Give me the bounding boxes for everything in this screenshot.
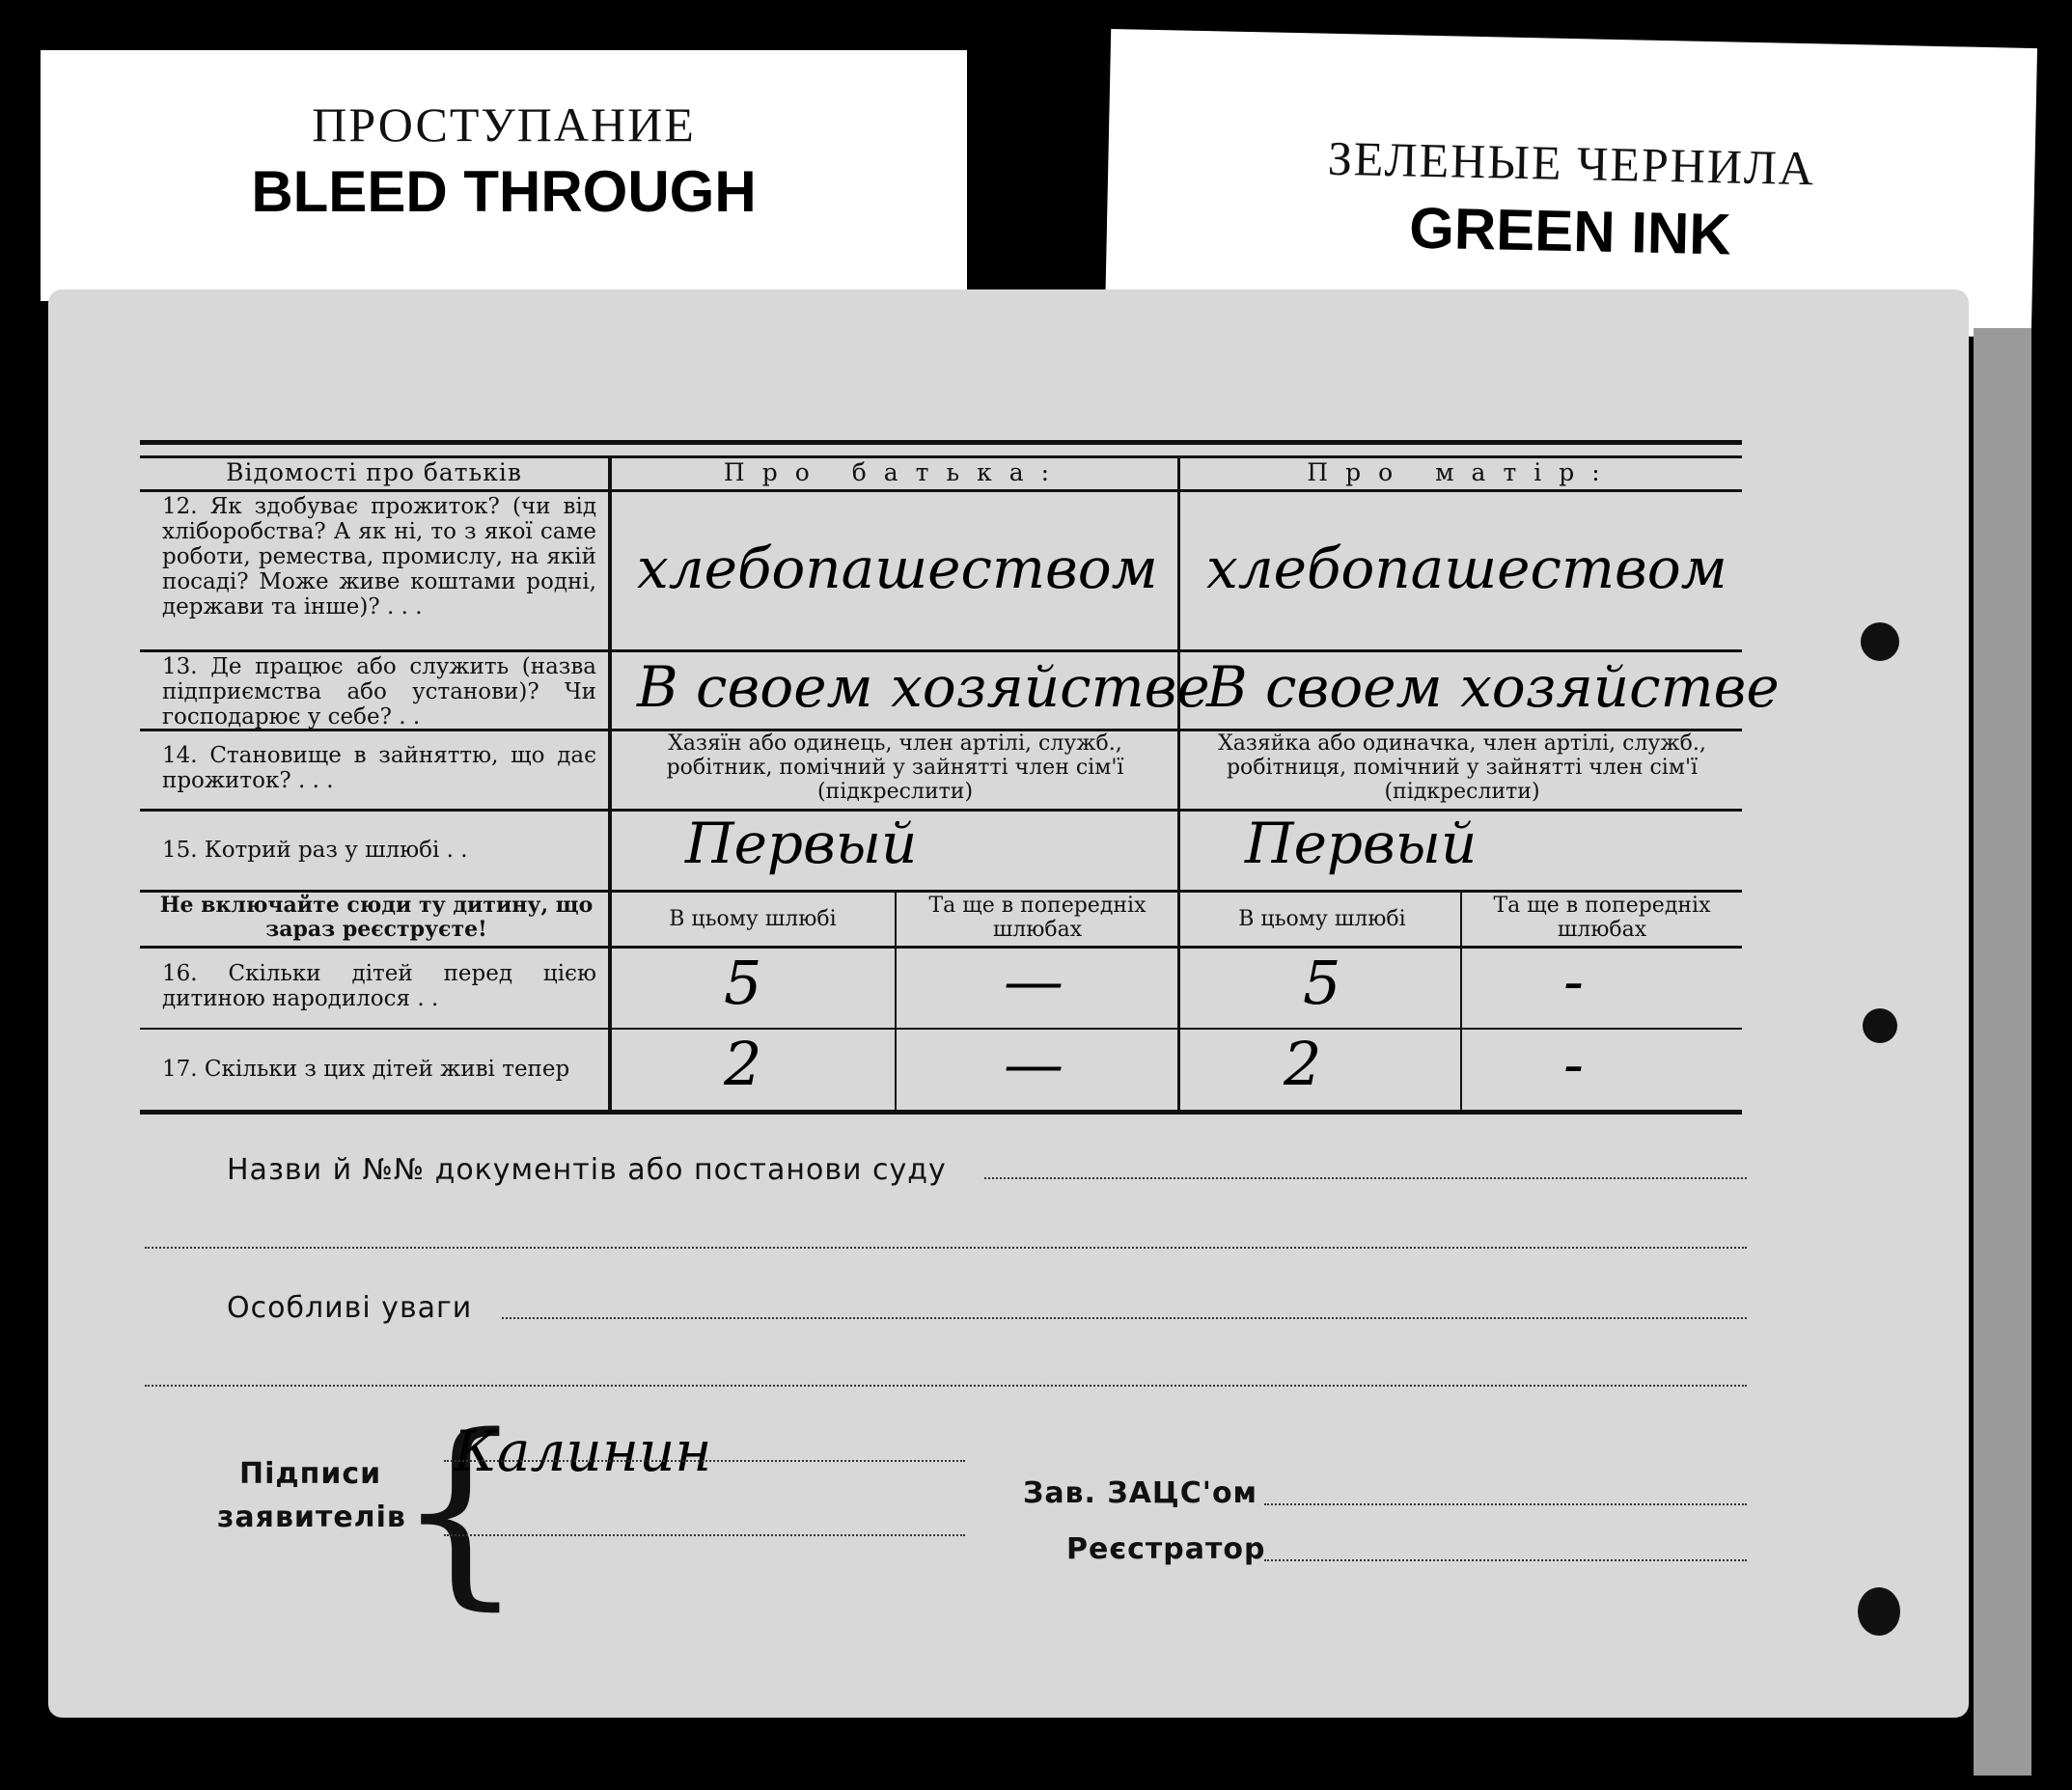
q17-mother-prev: -: [1563, 1029, 1584, 1099]
header-about-father: Про батька:: [723, 458, 1067, 486]
tag-label-ru: ПРОСТУПАНИЕ: [312, 97, 696, 151]
q16-mother-this: 5: [1303, 948, 1341, 1018]
table-rule: [140, 649, 1742, 652]
tag-label-en: BLEED THROUGH: [251, 159, 757, 224]
question-12-label: 12. Як здобуває прожиток? (чи від хліборобства? А як ні, то з якої саме роботи, ремества, промислу, на якій посаді? Може живе коштами родні, держави та інше)? . . .: [162, 494, 596, 620]
table-rule: [140, 946, 1742, 949]
tag-label-ru: ЗЕЛЕНЫЕ ЧЕРНИЛА: [1327, 130, 1816, 196]
registrar-line: [1264, 1559, 1747, 1561]
signatures-label-line-2: заявителів: [217, 1501, 406, 1534]
table-rule: [140, 489, 1742, 492]
zags-head-label: Зав. ЗАЦС'ом: [1023, 1476, 1258, 1510]
documents-dotted-line: [984, 1177, 1747, 1179]
q13-mother-answer: В своем хозяйстве: [1206, 654, 1780, 720]
documents-dotted-line-2: [145, 1247, 1747, 1249]
table-column-divider: [608, 455, 612, 1114]
q14-mother-options: Хазяйка або одиначка, член артілі, служб., робітниця, помічний у зайнятті член сім'ї (підкреслити): [1218, 731, 1706, 804]
q12-father-answer: хлебопашеством: [637, 536, 1158, 601]
notes-dotted-line: [502, 1317, 1747, 1319]
question-13-label: 13. Де працює або служить (назва підприємства або установи)? Чи господарює у себе? . .: [162, 654, 596, 730]
table-column-divider: [1177, 455, 1180, 1114]
q17-father-this: 2: [724, 1029, 762, 1099]
signatures-brace: {: [396, 1391, 525, 1628]
punch-hole: [1861, 622, 1899, 661]
q14-father-options: Хазяїн або одинець, член артілі, служб., робітник, помічний у зайнятті член сім'ї (підкреслити): [666, 731, 1124, 804]
header-about-mother: Про матір:: [1307, 458, 1617, 486]
mother-previous-marriages-header: Та ще в попередніх шлюбах: [1493, 894, 1711, 942]
table-column-divider: [895, 890, 897, 1114]
bleed-through-tag: [41, 50, 967, 301]
q12-mother-answer: хлебопашеством: [1206, 536, 1727, 601]
q15-mother-answer: Первый: [1245, 811, 1478, 876]
zags-head-line: [1264, 1503, 1747, 1505]
question-15-label: 15. Котрий раз у шлюбі . .: [162, 838, 468, 863]
q13-father-answer: В своем хозяйстве: [637, 654, 1210, 720]
documents-label: Назви й №№ документів або постанови суду: [227, 1153, 947, 1187]
table-column-divider: [1460, 890, 1462, 1114]
punch-hole: [1863, 1008, 1897, 1043]
signatures-label-line-1: Підписи: [239, 1457, 382, 1491]
signature-line-1: [444, 1460, 965, 1462]
q16-mother-prev: -: [1563, 946, 1584, 1016]
signature-line-2: [444, 1534, 965, 1536]
question-17-label: 17. Скільки з цих дітей живі тепер: [162, 1057, 570, 1082]
q16-father-prev: —: [1004, 946, 1064, 1016]
notes-dotted-line-2: [145, 1385, 1747, 1387]
page-edge-strip: [1974, 328, 2031, 1776]
q15-father-answer: Первый: [685, 811, 918, 876]
father-previous-marriages-header: Та ще в попередніх шлюбах: [928, 894, 1147, 942]
special-notes-label: Особливі уваги: [227, 1291, 473, 1325]
tag-label-en: GREEN INK: [1408, 195, 1732, 267]
registration-form-card: [48, 289, 1969, 1718]
father-this-marriage-header: В цьому шлюбі: [669, 907, 837, 931]
exclude-child-note: Не включайте сюди ту дитину, що зараз реєструєте!: [159, 893, 594, 942]
table-rule: [140, 1028, 1742, 1030]
q16-father-this: 5: [724, 948, 762, 1018]
question-14-label: 14. Становище в зайняттю, що дає прожиток? . . .: [162, 743, 596, 793]
question-16-label: 16. Скільки дітей перед цією дитиною народилося . .: [162, 961, 596, 1011]
mother-this-marriage-header: В цьому шлюбі: [1238, 907, 1406, 931]
header-parents-info: Відомості про батьків: [226, 458, 522, 486]
table-rule: [140, 809, 1742, 812]
applicant-signature: Калинин: [454, 1418, 712, 1484]
table-top-rule: [140, 440, 1742, 445]
table-bottom-rule: [140, 1110, 1742, 1115]
q17-father-prev: —: [1004, 1029, 1064, 1099]
q17-mother-this: 2: [1284, 1029, 1322, 1099]
registrar-label: Реєстратор: [1066, 1532, 1266, 1566]
punch-hole: [1858, 1587, 1900, 1636]
